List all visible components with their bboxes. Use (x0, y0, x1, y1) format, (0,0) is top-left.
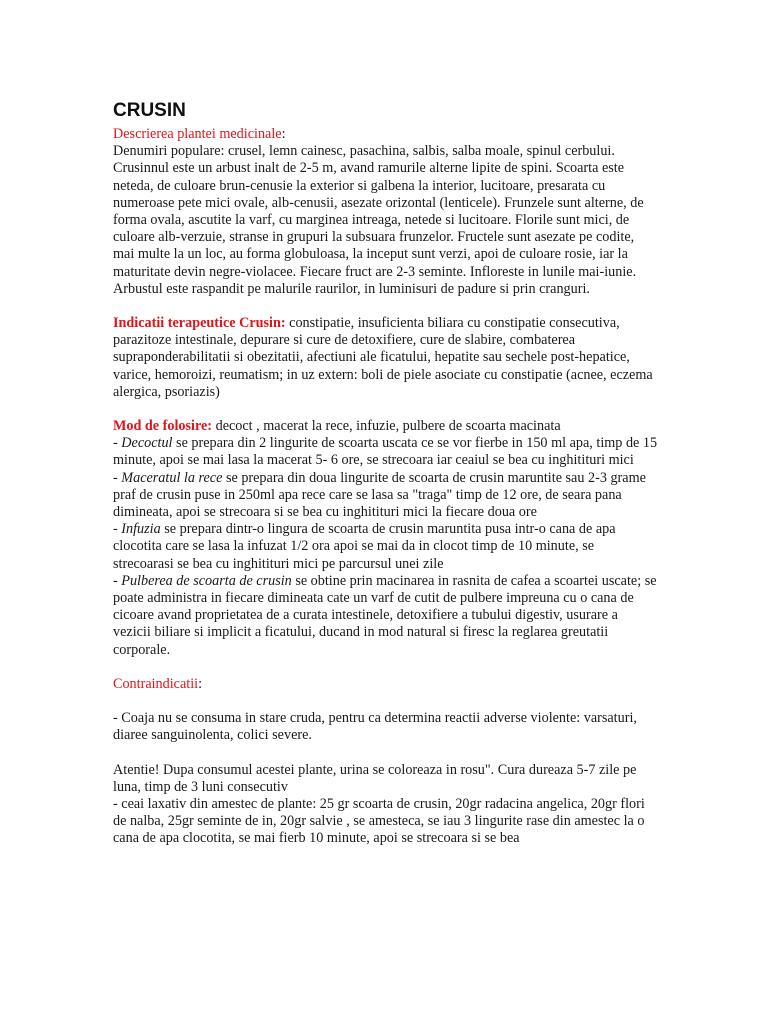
mod-item-term: Decoctul (121, 435, 173, 452)
section-contra (113, 676, 658, 693)
mod-item-term: Infuzia (121, 521, 161, 538)
mod-item-term: Maceratul la rece (121, 469, 223, 486)
section-descriere (113, 126, 658, 298)
mod-item: - Decoctul se prepara din 2 lingurite de scoarta uscata ce se vor fierbe in 150 ml apa, timp de 15 minute, apoi se mai lasa la macerat 5- 6 ore, se strecoara iar ceaiul se bea cu inghitituri mici (113, 435, 658, 469)
contra-heading: Contraindicatii (113, 675, 199, 692)
descriere-colon: : (281, 126, 286, 142)
indicatii-heading: Indicatii terapeutice Crusin: (113, 315, 286, 332)
contra-paragraph-2: Atentie! Dupa consumul acestei plante, urina se coloreaza in rosu". Cura dureaza 5-7 zile pe luna, timp de 3 luni consecutiv (113, 761, 637, 795)
mod-item-term: Pulberea de scoarta de crusin (121, 572, 292, 589)
mod-heading: Mod de folosire: (113, 418, 213, 435)
descriere-text: Denumiri populare: crusel, lemn cainesc, pasachina, salbis, salba moale, spinul cerbului. Crusinnul este un arbust inalt de 2-5 m, avand ramurile alterne lipite de spini. Scoarta este neteda, de culoare brun-cenusie la exterior si galbena la interior, lucitoare, presarata cu numeroase pete mici ovale, alb-cenusii, asezate orizontal (lenticele). Frunzele sunt alterne, de forma ovala, ascutite la varf, cu marginea intreaga, netede si lucitoare. Florile sunt mici, de culoare alb-verzuie, stranse in grupuri la subsuara frunzelor. Fructele sunt asezate pe codite, mai multe la un loc, au forma globuloasa, la inceput sunt verzi, apoi de culoare rosie, iar la maturitate devin negre-violacee. Fiecare fruct are 2-3 seminte. Infloreste in lunile mai-iunie. Arbustul este raspandit pe malurile raurilor, in luminisuri de padure si prin cranguri. (113, 143, 644, 297)
document-page (113, 100, 658, 848)
contra-colon: : (198, 675, 203, 692)
mod-intro: decoct , macerat la rece, infuzie, pulbere de scoarta macinata (212, 418, 561, 435)
mod-item: - Infuzia se prepara dintr-o lingura de scoarta de crusin maruntita pusa intr-o cana de apa clocotita care se lasa la infuzat 1/2 ora apoi se mai da in clocot timp de 10 minute, se strecoarasi se bea cu inghitituri mici pe parcursul unei zile (113, 521, 616, 572)
contra-paragraph-3: - ceai laxativ din amestec de plante: 25 gr scoarta de crusin, 20gr radacina angelica, 20gr flori de nalba, 25gr seminte de in, 20gr salvie , se amesteca, se iau 3 lingurite rase din amestec la o cana de apa clocotita, se mai fierb 10 minute, apoi se strecoara si se bea (113, 795, 645, 847)
section-indicatii (113, 315, 658, 401)
mod-item: - Maceratul la rece se prepara din doua lingurite de scoarta de crusin maruntite sau 2-3 grame praf de crusin puse in 250ml apa rece care se lasa sa "traga" timp de 12 ore, de seara pana dimineata, apoi se strecoara si se bea cu inghitituri mici la fiecare doua ore (113, 469, 646, 521)
descriere-heading: Descrierea plantei medicinale (113, 126, 282, 142)
contra-paragraph-1: - Coaja nu se consuma in stare cruda, pentru ca determina reactii adverse violente: varsaturi, diaree sanguinolenta, colici severe. (113, 710, 637, 744)
mod-item: - Pulberea de scoarta de crusin se obtine prin macinarea in rasnita de cafea a scoartei uscate; se poate administra in fiecare dimineata cate un varf de cutit de pulbere impreuna cu o cana de cicoare avand proprietatea de a curata intestinele, detoxifiere a tubului digestiv, usurare a vezicii biliare si implicit a ficatului, ducand in mod natural si firesc la reglarea greutatii corporale. (113, 572, 657, 658)
indicatii-text: constipatie, insuficienta biliara cu constipatie consecutiva, parazitoze intestinale, depurare si cure de detoxifiere, cure de slabire, combaterea supraponderabilitatii si obezitatii, afectiuni ale ficatului, hepatite sau sechele post-hepatice, varice, hemoroizi, reumatism; in uz extern: boli de piele asociate cu constipatie (acnee, eczema alergica, psoriazis) (113, 315, 653, 400)
page-title: CRUSIN (113, 100, 186, 121)
section-mod (113, 418, 658, 659)
